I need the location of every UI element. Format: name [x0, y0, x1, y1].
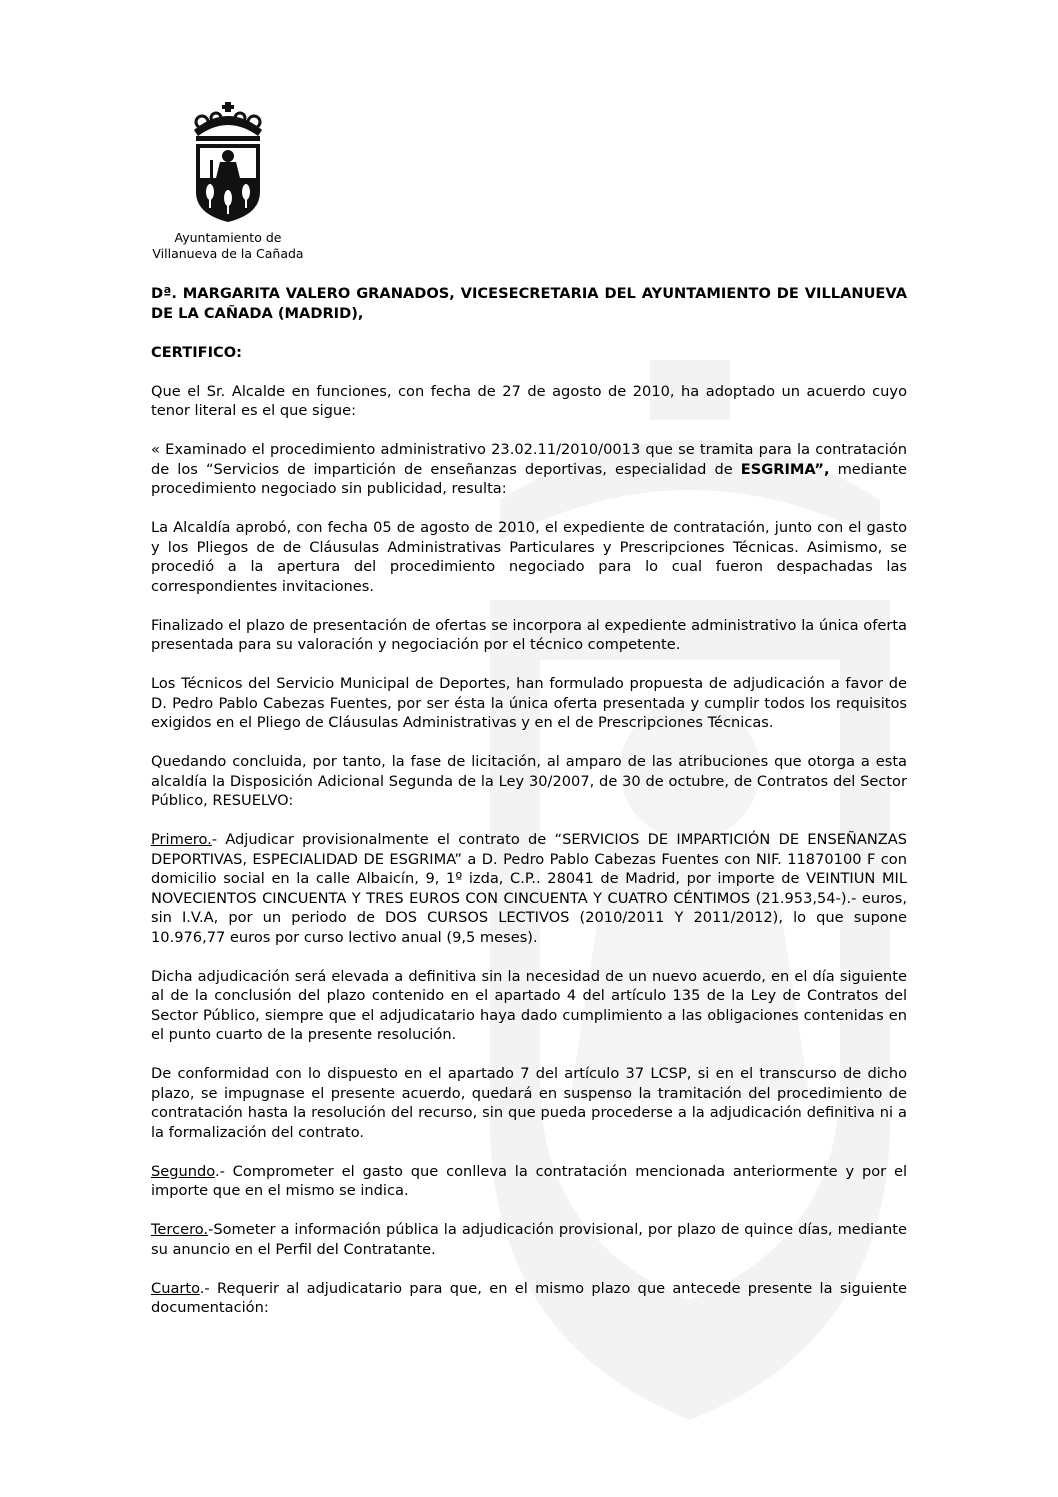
paragraph-cuarto — [151, 1279, 907, 1318]
paragraph-examinado — [151, 440, 907, 499]
coat-of-arms-icon — [190, 100, 266, 222]
paragraph-intro: Que el Sr. Alcalde en funciones, con fecha de 27 de agosto de 2010, ha adoptado un acuerdo cuyo tenor literal es el que sigue: — [151, 382, 907, 419]
paragraph-examinado-text-a: « Examinado el procedimiento administrativo 23.02.11/2010/0013 que se tramita para la contratación de los “Servicios de impartición de enseñanzas deportivas, especialidad de — [151, 441, 907, 478]
document-body — [151, 284, 907, 1337]
paragraph-alcaldia: La Alcaldía aprobó, con fecha 05 de agosto de 2010, el expediente de contratación, junto con el gasto y los Pliegos de de Cláusulas Administrativas Particulares y Prescripciones Técnicas. Asimismo, se procedió a la apertura del procedimiento negociado para lo cual fueron despachadas las correspondientes invitaciones. — [151, 519, 907, 595]
paragraph-segundo — [151, 1162, 907, 1201]
logo-caption — [148, 230, 308, 262]
cuarto-label: Cuarto — [151, 1279, 200, 1297]
paragraph-examinado-bold: ESGRIMA”, — [740, 460, 830, 478]
paragraph-quedando: Quedando concluida, por tanto, la fase de licitación, al amparo de las atribuciones que otorga a esta alcaldía la Disposición Adicional Segunda de la Ley 30/2007, de 30 de octubre, de Contratos del Sector Público, RESUELVO: — [151, 753, 907, 809]
logo-line-1: Ayuntamiento de — [174, 230, 282, 245]
segundo-text: .- Comprometer el gasto que conlleva la contratación mencionada anteriormente y por el importe que en el mismo se indica. — [151, 1162, 907, 1199]
paragraph-tecnicos: Los Técnicos del Servicio Municipal de Deportes, han formulado propuesta de adjudicación a favor de D. Pedro Pablo Cabezas Fuentes, por ser ésta la única oferta presentada y cumplir todos los requisitos exigidos en el Pliego de Cláusulas Administrativas y en el de Prescripciones Técnicas. — [151, 675, 907, 731]
paragraph-examinado-text-b: mediante procedimiento negociado sin publicidad, resulta: — [151, 460, 907, 497]
segundo-label: Segundo — [151, 1162, 215, 1180]
tercero-label: Tercero. — [151, 1221, 209, 1238]
certifico-heading: CERTIFICO: — [151, 343, 242, 361]
paragraph-conformidad: De conformidad con lo dispuesto en el apartado 7 del artículo 37 LCSP, si en el transcurso de dicho plazo, se impugnase el presente acuerdo, quedará en suspenso la tramitación del procedimiento de contratación hasta la resolución del recurso, sin que pueda procederse a la adjudicación definitiva ni a la formalización del contrato. — [151, 1065, 907, 1141]
paragraph-finalizado: Finalizado el plazo de presentación de ofertas se incorpora al expediente administrativo la única oferta presentada para su valoración y negociación por el técnico competente. — [151, 616, 907, 653]
paragraph-primero — [151, 830, 907, 947]
municipal-logo — [148, 100, 308, 265]
tercero-text: -Someter a información pública la adjudicación provisional, por plazo de quince días, mediante su anuncio en el Perfil del Contratante. — [151, 1221, 907, 1258]
primero-text: - Adjudicar provisionalmente el contrato de “SERVICIOS DE IMPARTICIÓN DE ENSEÑANZAS DEPORTIVAS, ESPECIALIDAD DE ESGRIMA” a D. Pedro Pablo Cabezas Fuentes con NIF. 11870100 F con domicilio social en la calle Albaicín, 9, 1º izda, C.P.. 28041 de Madrid, por importe de VEINTIUN MIL NOVECIENTOS CINCUENTA Y TRES EUROS CON CINCUENTA Y CUATRO CÉNTIMOS (21.953,54-).- euros, sin I.V.A, por un periodo de DOS CURSOS LECTIVOS (2010/2011 Y 2011/2012), lo que supone 10.976,77 euros por curso lectivo anual (9,5 meses). — [151, 831, 907, 946]
cuarto-text: .- Requerir al adjudicatario para que, en el mismo plazo que antecede presente la siguiente documentación: — [151, 1279, 907, 1316]
paragraph-tercero — [151, 1220, 907, 1259]
logo-line-2: Villanueva de la Cañada — [152, 246, 304, 261]
certificate-header: Dª. MARGARITA VALERO GRANADOS, VICESECRETARIA DEL AYUNTAMIENTO DE VILLANUEVA DE LA CAÑADA (MADRID), — [151, 285, 907, 322]
primero-label: Primero. — [151, 831, 212, 848]
paragraph-dicha: Dicha adjudicación será elevada a definitiva sin la necesidad de un nuevo acuerdo, en el día siguiente al de la conclusión del plazo contenido en el apartado 4 del artículo 135 de la Ley de Contratos del Sector Público, siempre que el adjudicatario haya dado cumplimiento a las obligaciones contenidas en el punto cuarto de la presente resolución. — [151, 967, 907, 1043]
